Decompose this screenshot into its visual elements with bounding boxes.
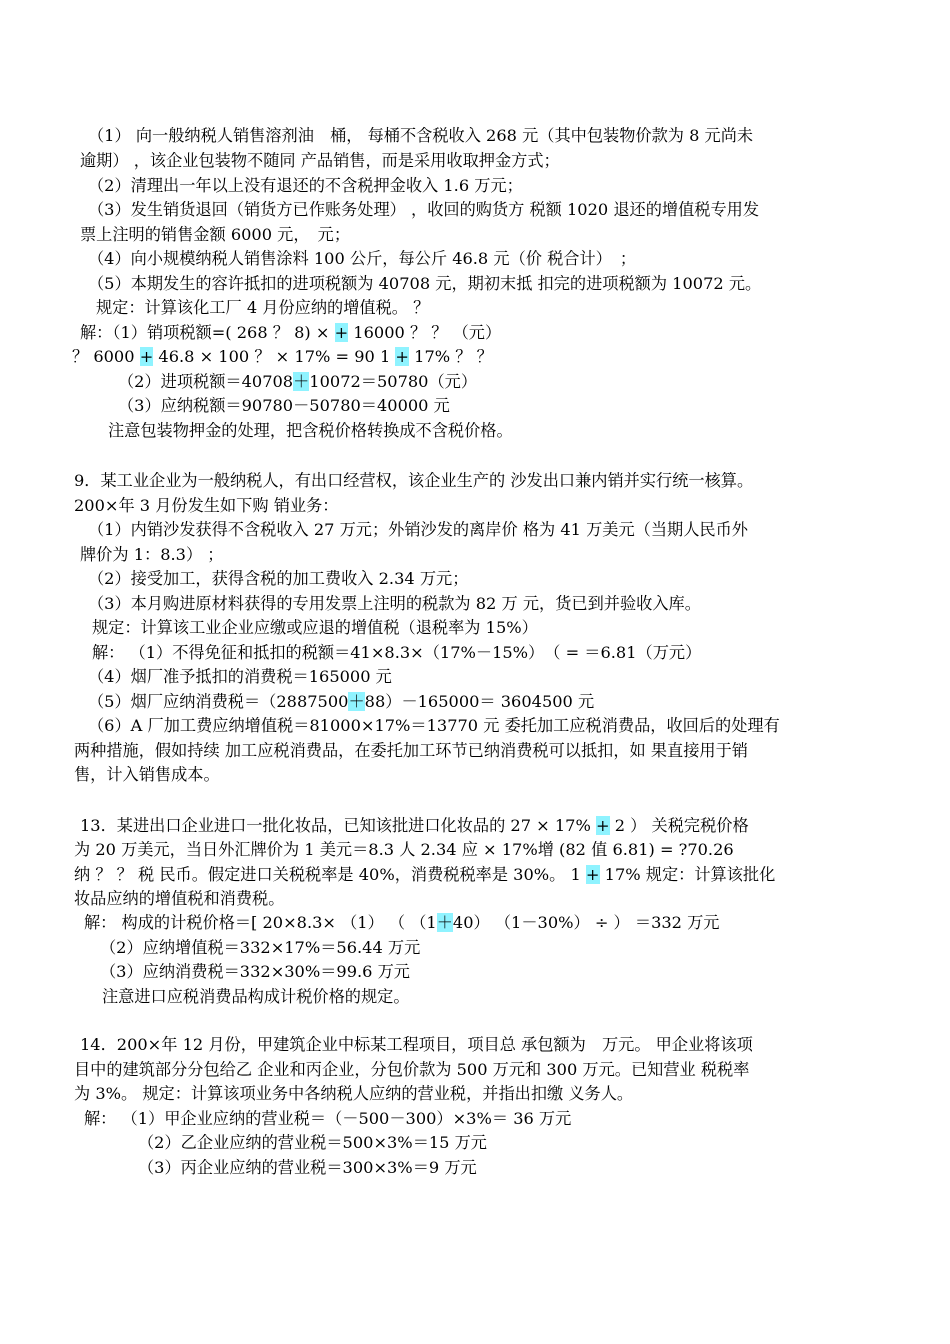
text-line: 14．200×年 12 月份，甲建筑企业中标某工程项目，项目总 承包额为 万元。 甲企业将该项 <box>80 1035 753 1054</box>
text-line: （5）本期发生的容许抵扣的进项税额为 40708 元，期初末抵 扣完的进项税额为 10072 元。 <box>88 274 762 293</box>
text-line: 200×年 3 月份发生如下购 销业务： <box>74 496 339 515</box>
text-line: 逾期） ，该企业包装物不随同 产品销售，而是采用收取押金方式； <box>80 151 560 170</box>
highlighted-operator: ＋ <box>293 372 310 391</box>
text-segment: 88）－165000＝ 3604500 元 <box>364 692 595 711</box>
text-segment: 13．某进出口企业进口一批化妆品，已知该批进口化妆品的 27 × 17% <box>80 816 597 835</box>
text-line: （4）烟厂准予抵扣的消费税＝165000 元 <box>88 667 392 686</box>
text-line: 目中的建筑部分分包给乙 企业和丙企业，分包价款为 500 万元和 300 万元。已知营业 税税率 <box>74 1060 750 1079</box>
text-line: 票上注明的销售金额 6000 元， 元； <box>80 225 351 244</box>
text-line: （3）发生销货退回（销货方已作账务处理） ，收回的购货方 税额 1020 退还的增值税专用发 <box>88 200 760 219</box>
highlighted-operator: + <box>585 865 600 884</box>
text-line: 注意进口应税消费品构成计税价格的规定。 <box>102 987 410 1006</box>
text-line: 为 3%。 规定：计算该项业务中各纳税人应纳的营业税，并指出扣缴 义务人。 <box>74 1084 634 1103</box>
text-line: （4）向小规模纳税人销售涂料 100 公斤，每公斤 46.8 元（价 税合计） ； <box>88 249 637 268</box>
text-segment: 解：（1）销项税额=( 268 ？ 8) × <box>80 323 335 342</box>
text-line: 解： （1）甲企业应纳的营业税＝（－500－300）×3%＝ 36 万元 <box>84 1109 572 1128</box>
text-segment: 解： 构成的计税价格＝[ 20×8.3× （1） （ （1 <box>84 913 437 932</box>
text-line: （2）应纳增值税＝332×17%＝56.44 万元 <box>100 938 421 957</box>
text-line <box>88 691 594 715</box>
text-line: 两种措施，假如持续 加工应税消费品，在委托加工环节已纳消费税可以抵扣，如 果直接用于销 <box>74 741 748 760</box>
text-line <box>72 346 493 370</box>
text-line: 9．某工业企业为一般纳税人，有出口经营权，该企业生产的 沙发出口兼内销并实行统一核算。 <box>74 471 754 490</box>
text-segment: 16000 ？ ？ （元） <box>348 323 502 342</box>
text-segment: 46.8 × 100 ？ × 17% = 90 1 <box>153 347 396 366</box>
text-line: 牌价为 1：8.3） ； <box>80 545 224 564</box>
text-line: （6）A 厂加工费应纳增值税＝81000×17%＝13770 元 委托加工应税消费品，收回后的处理有 <box>88 716 780 735</box>
highlighted-operator: ＋ <box>348 692 365 711</box>
text-segment: 2 ） 关税完税价格 <box>609 816 749 835</box>
highlighted-operator: + <box>596 816 610 835</box>
text-line: （2）接受加工，获得含税的加工费收入 2.34 万元； <box>88 569 469 588</box>
text-segment: ？ 6000 <box>72 347 140 366</box>
text-line: 解： （1）不得免征和抵扣的税额＝41×8.3×（17%－15%） （ = ＝6.81（万元） <box>92 643 702 662</box>
text-segment: 17% 规定：计算该批化 <box>599 865 776 884</box>
text-line <box>80 322 501 346</box>
highlighted-operator: + <box>334 323 349 342</box>
text-line: （2）乙企业应纳的营业税＝500×3%＝15 万元 <box>138 1133 487 1152</box>
text-line: 注意包装物押金的处理，把含税价格转换成不含税价格。 <box>108 421 513 440</box>
text-line: （3）应纳消费税＝332×30%＝99.6 万元 <box>100 962 410 981</box>
text-line: （3）丙企业应纳的营业税＝300×3%＝9 万元 <box>138 1158 477 1177</box>
text-line: （3）本月购进原材料获得的专用发票上注明的税款为 82 万 元，货已到并验收入库。 <box>88 594 701 613</box>
text-segment: 纳 ？ ？ 税 民币。假定进口关税税率是 40%，消费税税率是 30%。 1 <box>74 865 586 884</box>
text-line <box>118 371 477 395</box>
text-line <box>80 815 749 839</box>
text-segment: （2）进项税额＝40708 <box>118 372 294 391</box>
text-line: （1） 向一般纳税人销售溶剂油 桶， 每桶不含税收入 268 元（其中包装物价款为 8 元尚未 <box>88 126 754 145</box>
highlighted-operator: + <box>395 347 409 366</box>
text-segment: 10072＝50780（元） <box>309 372 478 391</box>
text-line: 规定：计算该工业企业应缴或应退的增值税（退税率为 15%） <box>92 618 538 637</box>
text-line: 规定：计算该化工厂 4 月份应纳的增值税。 ？ <box>96 298 430 317</box>
text-segment: （5）烟厂应纳消费税＝（2887500 <box>88 692 349 711</box>
text-line: （3）应纳税额＝90780－50780＝40000 元 <box>118 396 450 415</box>
text-line: 售，计入销售成本。 <box>74 765 220 784</box>
text-line: 为 20 万美元，当日外汇牌价为 1 美元＝8.3 人 2.34 应 × 17%增 (82 值 6.81) = ?70.26 <box>74 840 734 859</box>
text-segment: 40） （1－30%） ÷ ） ＝332 万元 <box>452 913 720 932</box>
text-line: （2）清理出一年以上没有退还的不含税押金收入 1.6 万元； <box>88 176 523 195</box>
text-segment: 17% ？ ？ <box>409 347 493 366</box>
text-line <box>74 864 775 888</box>
highlighted-operator: ＋ <box>436 913 453 932</box>
highlighted-operator: + <box>139 347 154 366</box>
text-line <box>84 912 720 936</box>
text-line: 妆品应纳的增值税和消费税。 <box>74 889 285 908</box>
text-line: （1）内销沙发获得不含税收入 27 万元；外销沙发的离岸价 格为 41 万美元（当期人民币外 <box>88 520 748 539</box>
